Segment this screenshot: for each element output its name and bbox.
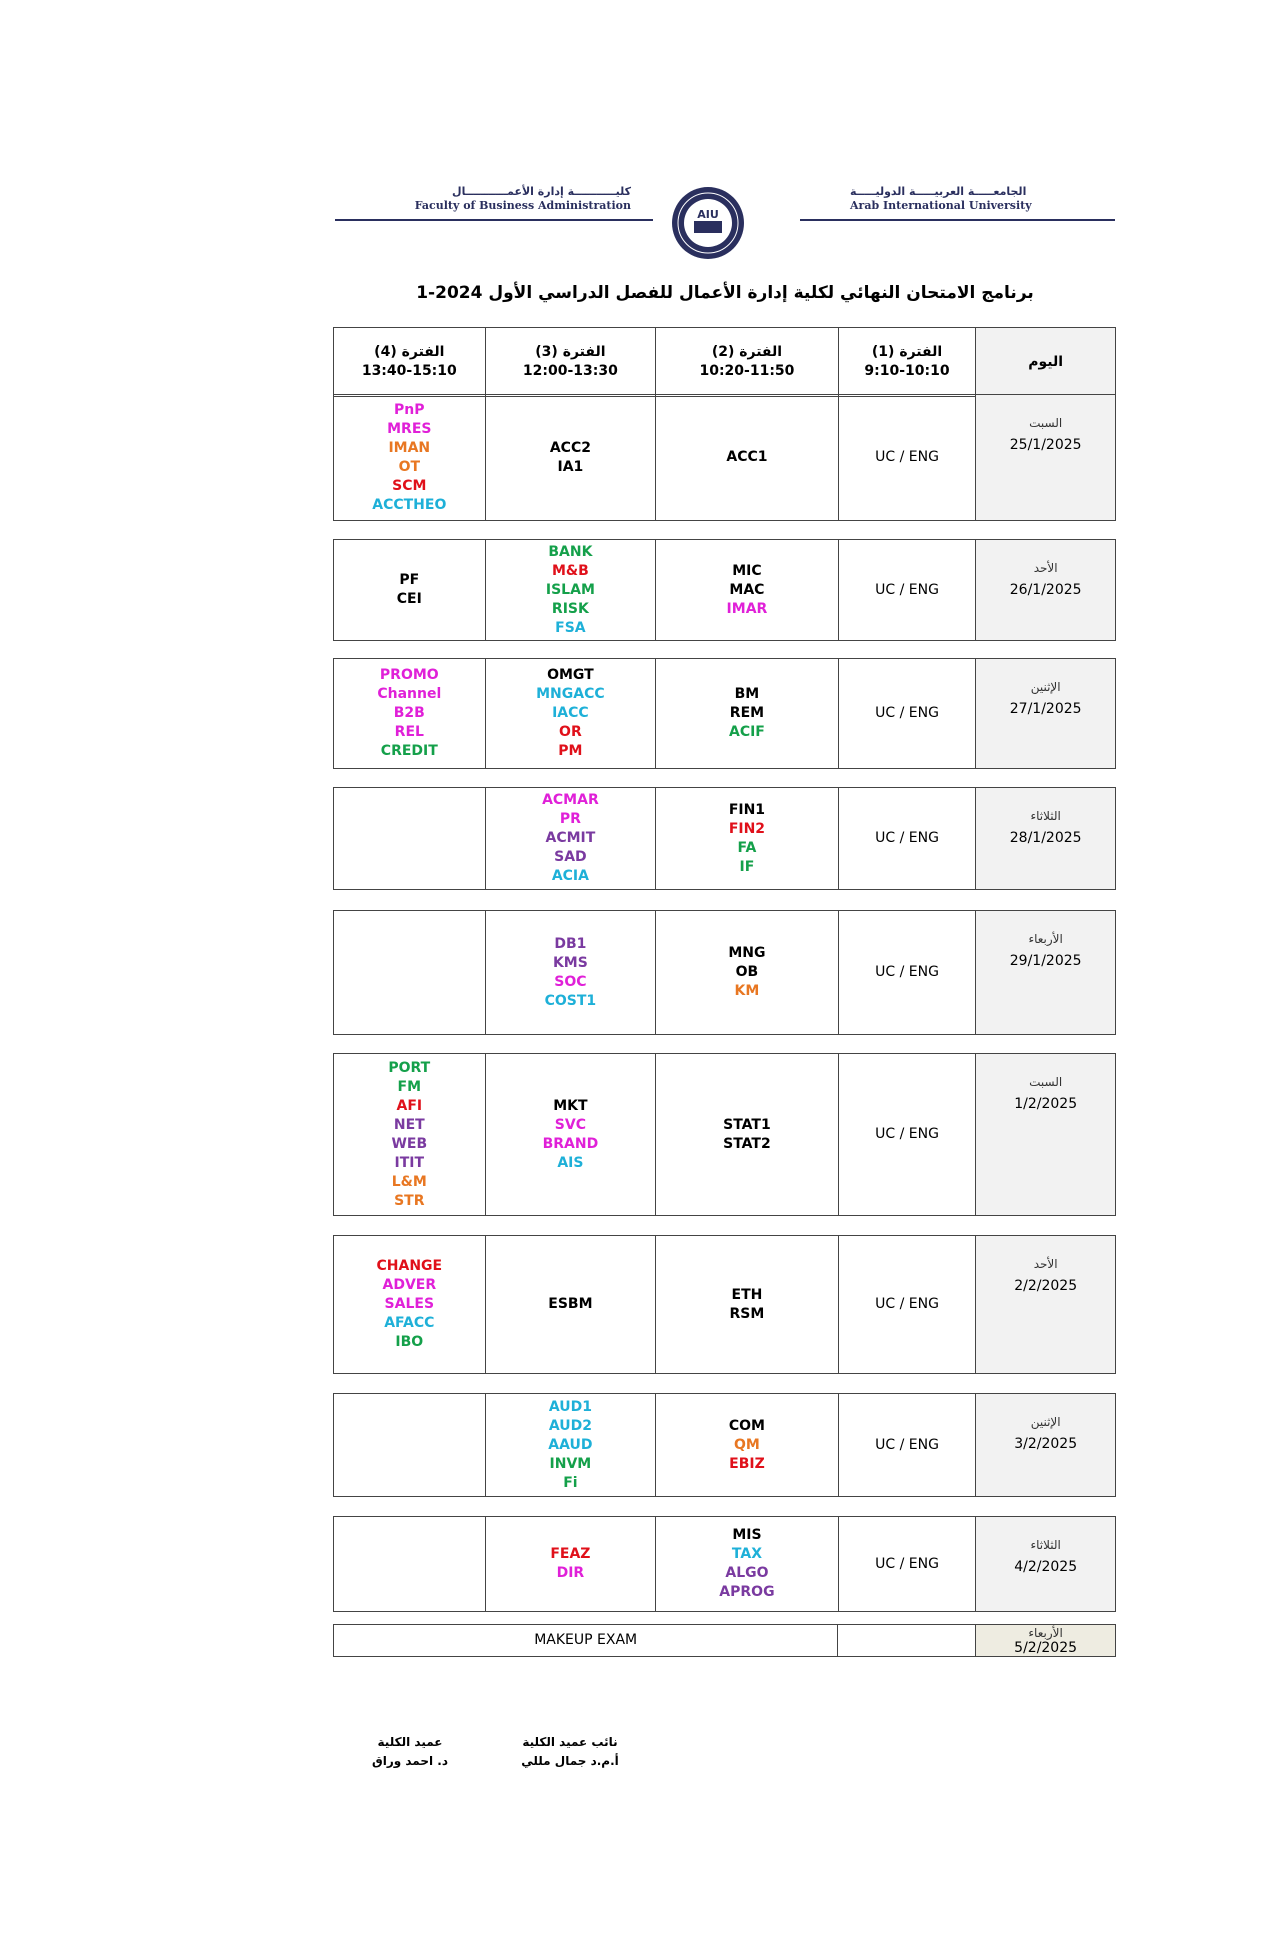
faculty-name-en: Faculty of Business Administration <box>414 199 631 212</box>
course-code: BRAND <box>542 1135 599 1152</box>
period-1-cell: UC / ENG <box>839 1394 977 1496</box>
faculty-name-ar: كليـــــــــــة إدارة الأعمـــــــــــال <box>452 185 631 198</box>
header-divider-left <box>335 219 653 221</box>
day-date: 27/1/2025 <box>1009 701 1082 717</box>
period-4-cell <box>334 911 486 1034</box>
course-code: AIS <box>557 1154 584 1171</box>
table-row <box>333 1393 1116 1497</box>
course-code: KM <box>734 983 760 999</box>
makeup-day-cell <box>976 1625 1115 1656</box>
course-code: OB <box>735 964 759 980</box>
course-code: FIN2 <box>728 820 766 837</box>
day-date: 29/1/2025 <box>1009 953 1082 969</box>
dean-signature <box>360 1733 460 1771</box>
vice-dean-title: نائب عميد الكلية <box>522 1735 618 1749</box>
course-code: IBO <box>395 1334 424 1350</box>
page-header <box>335 185 1115 255</box>
course-code: MNGACC <box>536 686 605 702</box>
course-code: TAX <box>731 1546 762 1562</box>
period-1-cell: UC / ENG <box>839 1054 977 1215</box>
course-code: ACC1 <box>726 449 768 465</box>
day-name: الأحد <box>1033 1257 1058 1271</box>
course-code: STR <box>394 1192 425 1209</box>
header-day: اليوم <box>976 328 1115 396</box>
course-code: RISK <box>551 600 589 617</box>
course-code: BM <box>734 686 760 702</box>
course-code: IMAR <box>726 600 768 617</box>
day-name: الإثنين <box>1030 1415 1061 1429</box>
day-name: الثلاثاء <box>1030 809 1061 823</box>
day-date: 4/2/2025 <box>1014 1559 1078 1575</box>
day-date: 2/2/2025 <box>1014 1278 1078 1294</box>
course-code: AUD1 <box>548 1398 592 1415</box>
period-4-cell <box>334 788 486 889</box>
course-code: ETH <box>731 1286 763 1303</box>
period-4-cell <box>334 1236 486 1373</box>
period-3-cell <box>486 395 657 520</box>
course-code: SCM <box>392 477 427 494</box>
course-code: REL <box>394 724 424 740</box>
course-code: AUD2 <box>548 1417 592 1434</box>
table-row <box>333 910 1116 1035</box>
course-code: L&M <box>391 1173 427 1190</box>
course-code: AFI <box>396 1097 423 1114</box>
makeup-empty-cell <box>838 1625 976 1656</box>
period-1-cell: UC / ENG <box>839 395 977 520</box>
table-row <box>333 539 1116 641</box>
day-cell <box>976 1394 1115 1496</box>
course-code: OR <box>559 724 582 740</box>
course-code: ACMIT <box>545 830 596 846</box>
course-code: PF <box>399 572 420 588</box>
period-2-cell <box>656 1236 839 1373</box>
period-2-cell <box>656 395 839 520</box>
course-code: PnP <box>394 401 425 418</box>
period-3-cell <box>486 659 657 768</box>
period-1-cell: UC / ENG <box>839 1236 977 1373</box>
course-code: APROG <box>719 1584 775 1600</box>
period-4-cell <box>334 1394 486 1496</box>
period-3-cell <box>486 540 657 640</box>
course-code: STAT2 <box>723 1135 771 1152</box>
period-1-cell: UC / ENG <box>839 659 977 768</box>
day-cell <box>976 1517 1115 1611</box>
header-period-2: الفترة (2) 10:20-11:50 <box>656 328 839 396</box>
table-header <box>333 327 1116 397</box>
course-code: QM <box>734 1436 760 1453</box>
table-row <box>333 394 1116 521</box>
day-cell <box>976 1054 1115 1215</box>
day-date: 26/1/2025 <box>1009 582 1082 598</box>
period-4-cell <box>334 1517 486 1611</box>
day-name: الثلاثاء <box>1030 1538 1061 1552</box>
university-name-en: Arab International University <box>850 199 1032 212</box>
period-3-cell <box>486 1236 657 1373</box>
course-code: ISLAM <box>545 581 595 598</box>
course-code: IMAN <box>388 439 431 456</box>
course-code: MIC <box>732 562 762 579</box>
day-cell <box>976 540 1115 640</box>
header-period-1: الفترة (1) 9:10-10:10 <box>839 328 977 396</box>
course-code: REM <box>729 705 765 721</box>
course-code: STAT1 <box>723 1116 771 1133</box>
course-code: MAC <box>729 581 765 598</box>
course-code: WEB <box>391 1135 428 1152</box>
course-code: CEI <box>396 591 422 607</box>
course-code: AFACC <box>384 1315 435 1331</box>
period-1-cell: UC / ENG <box>839 540 977 640</box>
vice-dean-name: أ.م.د جمال مللي <box>521 1754 619 1768</box>
faculty-heading <box>335 185 653 213</box>
course-code: ACC2 <box>549 439 591 456</box>
course-code: SAD <box>554 849 587 865</box>
course-code: NET <box>393 1116 425 1133</box>
period-2-cell <box>656 788 839 889</box>
course-code: COM <box>728 1417 765 1434</box>
period-1-cell: UC / ENG <box>839 1517 977 1611</box>
day-name: السبت <box>1029 416 1063 430</box>
course-code: EBIZ <box>729 1455 765 1472</box>
course-code: AAUD <box>548 1436 593 1453</box>
table-row <box>333 787 1116 890</box>
period-2-cell <box>656 1394 839 1496</box>
day-date: 3/2/2025 <box>1014 1436 1078 1452</box>
period-2-cell <box>656 1054 839 1215</box>
day-cell <box>976 788 1115 889</box>
course-code: SALES <box>384 1296 435 1312</box>
period-2-cell <box>656 659 839 768</box>
university-name-ar: الجامعـــــة العربيـــــة الدوليـــــة <box>850 185 1027 198</box>
course-code: IA1 <box>557 458 584 475</box>
course-code: PROMO <box>379 667 439 683</box>
course-code: MKT <box>553 1097 588 1114</box>
course-code: FA <box>737 839 757 856</box>
course-code: PORT <box>388 1059 431 1076</box>
course-code: IACC <box>552 705 589 721</box>
course-code: FM <box>397 1078 422 1095</box>
makeup-row <box>333 1624 1116 1657</box>
period-4-cell <box>334 659 486 768</box>
period-1-cell: UC / ENG <box>839 911 977 1034</box>
course-code: Channel <box>377 686 442 702</box>
makeup-day-name: الأربعاء <box>1028 1625 1063 1640</box>
course-code: ALGO <box>725 1565 769 1581</box>
course-code: OMGT <box>547 667 594 683</box>
period-3-cell <box>486 1517 657 1611</box>
page-title: برنامج الامتحان النهائي لكلية إدارة الأعمال للفصل الدراسي الأول 2024-1 <box>416 283 1034 303</box>
course-code: COST1 <box>544 992 597 1009</box>
period-2-cell <box>656 540 839 640</box>
course-code: FIN1 <box>728 801 766 818</box>
course-code: ACIF <box>728 724 765 740</box>
day-date: 25/1/2025 <box>1009 437 1082 453</box>
day-name: الأربعاء <box>1028 932 1063 946</box>
course-code: B2B <box>393 705 425 721</box>
course-code: FSA <box>555 619 586 636</box>
day-name: الإثنين <box>1030 680 1061 694</box>
course-code: OT <box>398 458 421 475</box>
day-cell <box>976 911 1115 1034</box>
table-row <box>333 1516 1116 1612</box>
period-3-cell <box>486 1394 657 1496</box>
course-code: SOC <box>554 973 587 990</box>
header-divider-right <box>800 219 1115 221</box>
course-code: M&B <box>551 562 589 579</box>
course-code: ESBM <box>548 1296 593 1312</box>
course-code: ACMAR <box>542 792 599 808</box>
course-code: ACIA <box>551 868 589 884</box>
day-name: السبت <box>1029 1075 1063 1089</box>
course-code: DIR <box>556 1565 585 1581</box>
period-4-cell <box>334 540 486 640</box>
course-code: BANK <box>548 543 593 560</box>
period-3-cell <box>486 911 657 1034</box>
university-logo-icon <box>670 185 746 261</box>
course-code: DB1 <box>554 935 587 952</box>
day-cell <box>976 1236 1115 1373</box>
course-code: PR <box>559 811 581 827</box>
day-date: 1/2/2025 <box>1014 1096 1078 1112</box>
dean-name: د. احمد وراق <box>371 1754 449 1768</box>
course-code: CREDIT <box>380 743 438 759</box>
period-4-cell <box>334 1054 486 1215</box>
table-row <box>333 1235 1116 1374</box>
period-2-cell <box>656 1517 839 1611</box>
day-cell <box>976 659 1115 768</box>
day-name: الأحد <box>1033 561 1058 575</box>
makeup-date: 5/2/2025 <box>1014 1639 1078 1656</box>
logo-text: AIU <box>697 208 719 221</box>
course-code: ADVER <box>382 1277 437 1293</box>
course-code: Fi <box>563 1474 578 1491</box>
dean-title: عميد الكلية <box>377 1735 443 1749</box>
course-code: PM <box>558 743 583 759</box>
makeup-label: MAKEUP EXAM <box>334 1625 838 1656</box>
course-code: SVC <box>554 1116 586 1133</box>
table-row <box>333 658 1116 769</box>
course-code: RSM <box>729 1305 765 1322</box>
course-code: ITIT <box>394 1154 425 1171</box>
course-code: IF <box>739 858 755 875</box>
period-1-cell: UC / ENG <box>839 788 977 889</box>
course-code: KMS <box>552 954 588 971</box>
period-3-cell <box>486 1054 657 1215</box>
period-2-cell <box>656 911 839 1034</box>
period-3-cell <box>486 788 657 889</box>
course-code: MIS <box>732 1527 762 1543</box>
course-code: MRES <box>387 420 432 437</box>
course-code: MNG <box>728 945 766 961</box>
course-code: FEAZ <box>550 1546 591 1562</box>
university-heading <box>800 185 1115 213</box>
course-code: CHANGE <box>376 1258 443 1274</box>
vice-dean-signature <box>505 1733 635 1771</box>
course-code: INVM <box>549 1455 592 1472</box>
header-period-4: الفترة (4) 13:40-15:10 <box>334 328 486 396</box>
day-cell <box>976 395 1115 520</box>
period-4-cell <box>334 395 486 520</box>
table-row <box>333 1053 1116 1216</box>
course-code: ACCTHEO <box>372 496 447 513</box>
header-period-3: الفترة (3) 12:00-13:30 <box>486 328 657 396</box>
day-date: 28/1/2025 <box>1009 830 1082 846</box>
